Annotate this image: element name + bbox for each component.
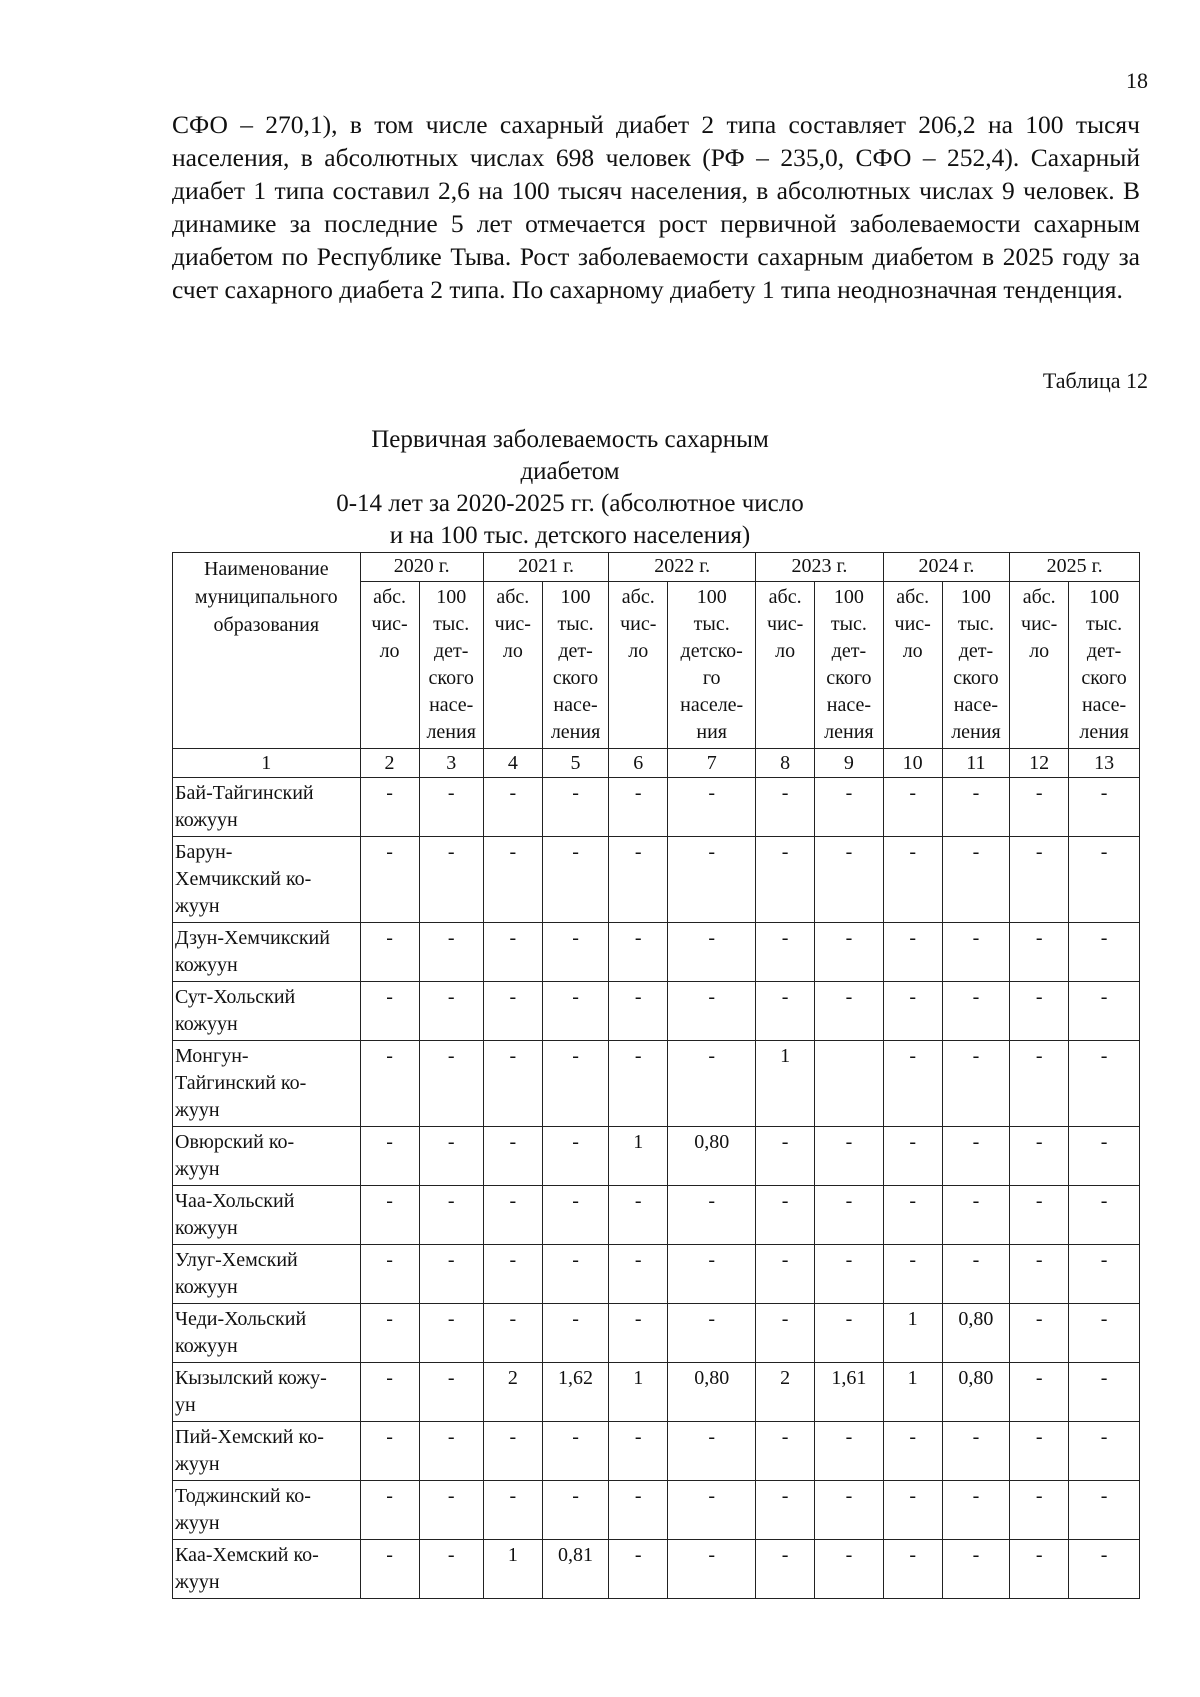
table-cell: -: [756, 1422, 815, 1481]
municipality-name: Тоджинский ко- жуун: [173, 1481, 361, 1540]
table-cell: -: [756, 1481, 815, 1540]
column-number-cell: 13: [1069, 749, 1140, 778]
table-cell: 1: [883, 1304, 942, 1363]
table-cell: -: [942, 1186, 1010, 1245]
column-number-cell: 7: [668, 749, 756, 778]
table-cell: -: [668, 923, 756, 982]
table-cell: -: [1069, 778, 1140, 837]
table-cell: -: [1069, 1041, 1140, 1127]
table-cell: -: [419, 1186, 483, 1245]
municipality-name: Дзун-Хемчикский кожуун: [173, 923, 361, 982]
table-row: [173, 1481, 1140, 1540]
table-cell: -: [360, 982, 419, 1041]
table-cell: -: [483, 778, 542, 837]
table-cell: -: [542, 778, 608, 837]
table-cell: -: [883, 1041, 942, 1127]
table-cell: -: [483, 1186, 542, 1245]
header-per-100k: 100 тыс. дет- ского насе- ления: [419, 582, 483, 749]
municipality-name: Кызылский кожу- ун: [173, 1363, 361, 1422]
table-cell: -: [883, 1186, 942, 1245]
table-cell: 1,62: [542, 1363, 608, 1422]
table-cell: -: [1010, 1540, 1069, 1599]
body-paragraph: СФО – 270,1), в том числе сахарный диабет 2 типа составляет 206,2 на 100 тысяч населения, в абсолютных числах 698 человек (РФ – 235,0, СФО – 252,4). Сахарный диабет 1 типа составил 2,6 на 100 тысяч населения, в абсолютных числах 9 человек. В динамике за последние 5 лет отмечается рост первичной заболеваемости сахарным диабетом по Республике Тыва. Рост заболеваемости сахарным диабетом в 2025 году за счет сахарного диабета 2 типа. По сахарному диабету 1 типа неоднозначная тенденция.: [172, 110, 1140, 304]
table-cell: -: [668, 1186, 756, 1245]
page-number: 18: [1126, 68, 1148, 93]
table-cell: -: [883, 1481, 942, 1540]
municipality-name: Пий-Хемский ко- жуун: [173, 1422, 361, 1481]
column-number-cell: 12: [1010, 749, 1069, 778]
table-row: [173, 1422, 1140, 1481]
table-cell: -: [883, 1540, 942, 1599]
table-cell: -: [815, 982, 884, 1041]
table-cell: -: [942, 778, 1010, 837]
table-cell: -: [883, 1127, 942, 1186]
column-number-cell: 6: [609, 749, 668, 778]
column-number-cell: 2: [360, 749, 419, 778]
table-cell: -: [942, 1422, 1010, 1481]
table-cell: -: [609, 982, 668, 1041]
table-cell: -: [815, 1127, 884, 1186]
table-cell: -: [483, 1422, 542, 1481]
table-cell: -: [360, 1186, 419, 1245]
table-cell: -: [360, 1363, 419, 1422]
table-cell: -: [609, 1186, 668, 1245]
table-cell: -: [1010, 1127, 1069, 1186]
table-cell: [815, 1041, 884, 1127]
header-per-100k: 100 тыс. дет- ского насе- ления: [542, 582, 608, 749]
table-title-line: и на 100 тыс. детского населения): [389, 522, 751, 549]
table-cell: -: [483, 837, 542, 923]
table-cell: -: [360, 1245, 419, 1304]
table-cell: -: [419, 1304, 483, 1363]
header-year: 2024 г.: [883, 553, 1010, 582]
table-cell: 1: [609, 1363, 668, 1422]
header-per-100k: 100 тыс. дет- ского насе- ления: [815, 582, 884, 749]
table-cell: -: [542, 1304, 608, 1363]
table-row: [173, 1127, 1140, 1186]
table-cell: -: [883, 923, 942, 982]
table-cell: -: [419, 1245, 483, 1304]
table-cell: -: [609, 1481, 668, 1540]
table-cell: 0,80: [942, 1304, 1010, 1363]
table-cell: -: [883, 982, 942, 1041]
table-cell: -: [756, 1186, 815, 1245]
table-cell: -: [1069, 1304, 1140, 1363]
column-number-cell: 9: [815, 749, 884, 778]
table-cell: -: [942, 1041, 1010, 1127]
table-cell: -: [815, 778, 884, 837]
table-cell: -: [1010, 778, 1069, 837]
municipality-name: Бай-Тайгинский кожуун: [173, 778, 361, 837]
table-cell: -: [883, 1422, 942, 1481]
table-cell: -: [1010, 1041, 1069, 1127]
table-cell: -: [419, 1481, 483, 1540]
municipality-name: Овюрский ко- жуун: [173, 1127, 361, 1186]
table-cell: -: [1069, 982, 1140, 1041]
table-cell: -: [542, 837, 608, 923]
table-cell: -: [1069, 1363, 1140, 1422]
table-cell: -: [360, 923, 419, 982]
table-cell: 2: [756, 1363, 815, 1422]
table-cell: -: [419, 1422, 483, 1481]
table-cell: -: [360, 1540, 419, 1599]
table-cell: -: [756, 837, 815, 923]
municipality-name: Чеди-Хольский кожуун: [173, 1304, 361, 1363]
table-cell: -: [1010, 1245, 1069, 1304]
table-title-line: 0-14 лет за 2020-2025 гг. (абсолютное число: [336, 490, 804, 517]
table-cell: -: [668, 1540, 756, 1599]
table-cell: -: [756, 982, 815, 1041]
table-cell: -: [419, 923, 483, 982]
table-cell: -: [668, 1304, 756, 1363]
table-cell: -: [419, 837, 483, 923]
column-number-cell: 4: [483, 749, 542, 778]
table-cell: -: [883, 778, 942, 837]
table-cell: -: [815, 1422, 884, 1481]
municipality-name: Улуг-Хемский кожуун: [173, 1245, 361, 1304]
table-row: [173, 1245, 1140, 1304]
table-cell: -: [609, 778, 668, 837]
table-cell: 2: [483, 1363, 542, 1422]
municipality-name: Барун- Хемчикский ко- жуун: [173, 837, 361, 923]
table-cell: -: [668, 1245, 756, 1304]
table-cell: -: [609, 1041, 668, 1127]
header-row-years: [173, 553, 1140, 582]
table-cell: -: [942, 1481, 1010, 1540]
header-year: 2021 г.: [483, 553, 608, 582]
table-cell: -: [483, 923, 542, 982]
table-row: [173, 1304, 1140, 1363]
table-cell: -: [360, 1304, 419, 1363]
table-title: [330, 424, 810, 552]
table-cell: -: [1069, 1127, 1140, 1186]
header-abs: абс. чис- ло: [360, 582, 419, 749]
column-number-cell: 5: [542, 749, 608, 778]
municipality-name: Чаа-Хольский кожуун: [173, 1186, 361, 1245]
table-cell: -: [1010, 1186, 1069, 1245]
table-cell: -: [668, 837, 756, 923]
table-row: [173, 778, 1140, 837]
column-numbers: [173, 749, 1140, 778]
table-cell: -: [609, 1304, 668, 1363]
table-cell: -: [756, 1245, 815, 1304]
header-name-column: Наименование муниципального образования: [173, 553, 361, 749]
table-cell: -: [483, 1127, 542, 1186]
table-cell: -: [668, 1041, 756, 1127]
table-cell: -: [815, 1481, 884, 1540]
table-cell: -: [756, 923, 815, 982]
table-cell: -: [1069, 923, 1140, 982]
table-cell: -: [419, 778, 483, 837]
table-cell: -: [360, 1422, 419, 1481]
table-cell: -: [942, 923, 1010, 982]
table-cell: -: [1010, 1304, 1069, 1363]
table-cell: -: [483, 1245, 542, 1304]
table-cell: -: [883, 1245, 942, 1304]
table-body: [173, 778, 1140, 1599]
table-cell: -: [419, 982, 483, 1041]
table-cell: 0,80: [668, 1127, 756, 1186]
table-cell: -: [360, 778, 419, 837]
table-row: [173, 1041, 1140, 1127]
table-cell: -: [542, 1041, 608, 1127]
header-year: 2022 г.: [609, 553, 756, 582]
table-cell: -: [360, 1481, 419, 1540]
column-number-cell: 8: [756, 749, 815, 778]
table-cell: -: [942, 1540, 1010, 1599]
table-cell: -: [542, 1481, 608, 1540]
table-cell: -: [542, 923, 608, 982]
table-cell: -: [419, 1041, 483, 1127]
table-cell: -: [609, 837, 668, 923]
table-cell: -: [542, 1186, 608, 1245]
table-cell: -: [609, 923, 668, 982]
table-cell: -: [609, 1540, 668, 1599]
header-abs: абс. чис- ло: [483, 582, 542, 749]
table-row: [173, 982, 1140, 1041]
table-cell: -: [419, 1540, 483, 1599]
table-cell: -: [360, 837, 419, 923]
table-cell: -: [756, 1304, 815, 1363]
table-title-line: Первичная заболеваемость сахарным диабетом: [371, 426, 769, 485]
table-cell: 1,61: [815, 1363, 884, 1422]
table-cell: -: [1010, 1481, 1069, 1540]
table-cell: -: [483, 1041, 542, 1127]
table-cell: -: [942, 837, 1010, 923]
table-cell: 0,80: [668, 1363, 756, 1422]
header-year: 2020 г.: [360, 553, 483, 582]
table-row: [173, 1540, 1140, 1599]
table-cell: -: [1010, 1422, 1069, 1481]
column-number-cell: 3: [419, 749, 483, 778]
column-number-cell: 1: [173, 749, 361, 778]
table-cell: 0,81: [542, 1540, 608, 1599]
table-cell: -: [419, 1363, 483, 1422]
table-cell: -: [756, 1127, 815, 1186]
table-cell: -: [1069, 837, 1140, 923]
header-abs: абс. чис- ло: [1010, 582, 1069, 749]
table-cell: -: [668, 1422, 756, 1481]
table-cell: -: [942, 982, 1010, 1041]
table-cell: -: [815, 837, 884, 923]
table-row: [173, 837, 1140, 923]
column-number-cell: 11: [942, 749, 1010, 778]
table-cell: -: [609, 1245, 668, 1304]
table-header: [173, 553, 1140, 749]
header-per-100k: 100 тыс. дет- ского насе- ления: [1069, 582, 1140, 749]
column-number-cell: 10: [883, 749, 942, 778]
table-cell: -: [942, 1127, 1010, 1186]
table-cell: -: [419, 1127, 483, 1186]
table-cell: -: [1069, 1186, 1140, 1245]
table-cell: -: [815, 923, 884, 982]
table-cell: 1: [756, 1041, 815, 1127]
table-row: [173, 1186, 1140, 1245]
incidence-table: [172, 552, 1140, 1599]
table-cell: -: [483, 982, 542, 1041]
header-per-100k: 100 тыс. детско- го населе- ния: [668, 582, 756, 749]
table-cell: -: [1069, 1422, 1140, 1481]
municipality-name: Монгун- Тайгинский ко- жуун: [173, 1041, 361, 1127]
table-cell: -: [815, 1186, 884, 1245]
column-number-row: [173, 749, 1140, 778]
table-cell: -: [942, 1245, 1010, 1304]
table-cell: -: [1010, 1363, 1069, 1422]
header-year: 2025 г.: [1010, 553, 1140, 582]
table-cell: -: [542, 1422, 608, 1481]
table-cell: -: [668, 1481, 756, 1540]
table-cell: -: [360, 1041, 419, 1127]
table-cell: -: [883, 837, 942, 923]
table-cell: -: [1069, 1481, 1140, 1540]
table-cell: -: [756, 778, 815, 837]
header-abs: абс. чис- ло: [756, 582, 815, 749]
table-cell: -: [1069, 1245, 1140, 1304]
header-per-100k: 100 тыс. дет- ского насе- ления: [942, 582, 1010, 749]
header-year: 2023 г.: [756, 553, 884, 582]
table-cell: -: [756, 1540, 815, 1599]
table-cell: -: [542, 982, 608, 1041]
table-cell: -: [542, 1245, 608, 1304]
table-cell: -: [1010, 982, 1069, 1041]
table-cell: -: [360, 1127, 419, 1186]
table-cell: -: [542, 1127, 608, 1186]
table-label: Таблица 12: [1042, 368, 1148, 393]
table-cell: -: [1069, 1540, 1140, 1599]
table-cell: -: [609, 1422, 668, 1481]
municipality-name: Сут-Хольский кожуун: [173, 982, 361, 1041]
table-cell: 1: [483, 1540, 542, 1599]
table-cell: -: [815, 1245, 884, 1304]
table-cell: -: [1010, 923, 1069, 982]
header-abs: абс. чис- ло: [883, 582, 942, 749]
table-cell: -: [668, 778, 756, 837]
table-cell: 0,80: [942, 1363, 1010, 1422]
table-cell: -: [815, 1304, 884, 1363]
table-cell: -: [483, 1481, 542, 1540]
table-row: [173, 923, 1140, 982]
table-row: [173, 1363, 1140, 1422]
table-cell: -: [483, 1304, 542, 1363]
header-abs: абс. чис- ло: [609, 582, 668, 749]
table-cell: 1: [609, 1127, 668, 1186]
table-cell: -: [815, 1540, 884, 1599]
table-cell: -: [1010, 837, 1069, 923]
table-cell: -: [668, 982, 756, 1041]
table-cell: 1: [883, 1363, 942, 1422]
municipality-name: Каа-Хемский ко- жуун: [173, 1540, 361, 1599]
